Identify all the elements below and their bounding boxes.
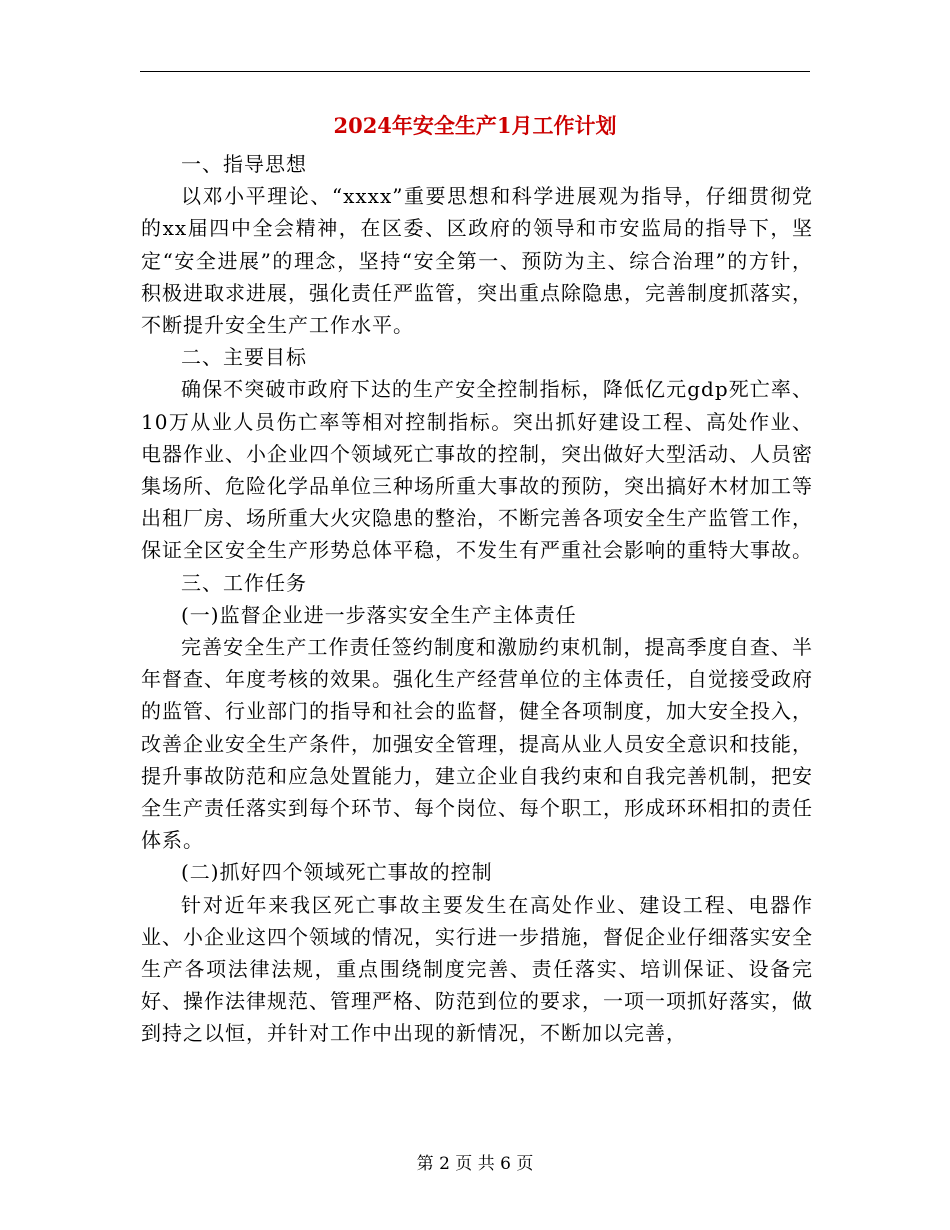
document-title: 2024年安全生产1月工作计划	[333, 113, 617, 138]
header-rule	[140, 71, 810, 72]
document-body	[141, 148, 813, 1050]
subsection-heading-task-1: (一)监督企业进一步落实安全生产主体责任	[181, 602, 577, 627]
section-heading-main-goals: 二、主要目标	[181, 345, 307, 370]
page-number-footer: 第 2 页 共 6 页	[416, 1154, 534, 1174]
section-heading-work-tasks: 三、工作任务	[181, 570, 307, 595]
subsection-heading-task-2: (二)抓好四个领域死亡事故的控制	[181, 860, 493, 885]
paragraph-task-1: 完善安全生产工作责任签约制度和激励约束机制，提高季度自查、半年督查、年度考核的效果。强化生产经营单位的主体责任，自觉接受政府的监管、行业部门的指导和社会的监督，健全各项制度，加大安全投入，改善企业安全生产条件，加强安全管理，提高从业人员安全意识和技能，提升事故防范和应急处置能力，建立企业自我约束和自我完善机制，把安全生产责任落实到每个环节、每个岗位、每个职工，形成环环相扣的责任体系。	[141, 635, 813, 853]
paragraph-guiding-ideology: 以邓小平理论、“xxxx”重要思想和科学进展观为指导，仔细贯彻党的xx届四中全会精神，在区委、区政府的领导和市安监局的指导下，坚定“安全进展”的理念，坚持“安全第一、预防为主、综合治理”的方针，积极进取求进展，强化责任严监管，突出重点除隐患，完善制度抓落实，不断提升安全生产工作水平。	[141, 184, 813, 338]
paragraph-task-2: 针对近年来我区死亡事故主要发生在高处作业、建设工程、电器作业、小企业这四个领域的情况，实行进一步措施，督促企业仔细落实安全生产各项法律法规，重点围绕制度完善、责任落实、培训保证、设备完好、操作法律规范、管理严格、防范到位的要求，一项一项抓好落实，做到持之以恒，并针对工作中出现的新情况，不断加以完善，	[141, 892, 813, 1046]
paragraph-main-goals: 确保不突破市政府下达的生产安全控制指标，降低亿元gdp死亡率、10万从业人员伤亡率等相对控制指标。突出抓好建设工程、高处作业、电器作业、小企业四个领域死亡事故的控制，突出做好大型活动、人员密集场所、危险化学品单位三种场所重大事故的预防，突出搞好木材加工等出租厂房、场所重大火灾隐患的整治，不断完善各项安全生产监管工作，保证全区安全生产形势总体平稳，不发生有严重社会影响的重特大事故。	[141, 377, 813, 563]
section-heading-guiding-ideology: 一、指导思想	[181, 152, 307, 176]
